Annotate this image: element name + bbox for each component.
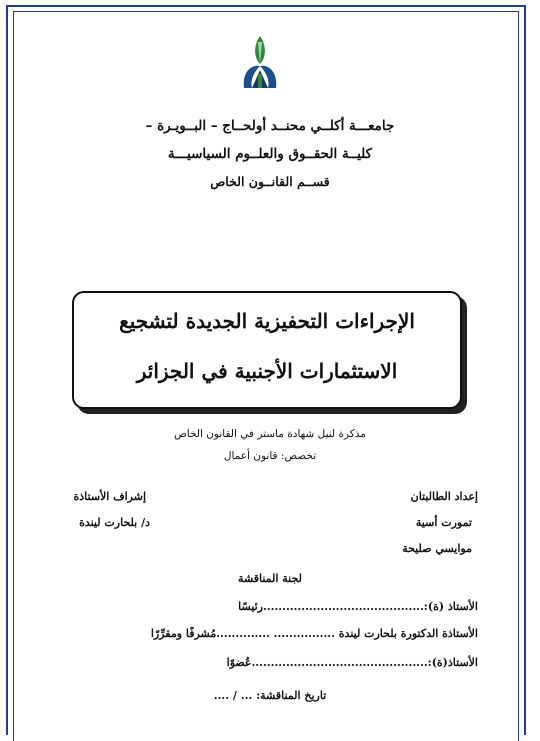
- university-logo: [238, 34, 282, 92]
- thesis-title-line-2: الاستثمارات الأجنبية في الجزائر: [136, 359, 398, 383]
- university-name: جامعـــة أكلــي محنــد أولحــاج – البــويـرة –: [145, 118, 395, 134]
- supervisor-name: د/ بلحارت ليندة: [79, 516, 150, 529]
- students-label: إعداد الطالبتان: [410, 490, 478, 503]
- thesis-title-line-1: الإجراءات التحفيزية الجديدة لتشجيع: [119, 309, 415, 333]
- department-name: قســم القانــون الخاص: [210, 174, 330, 189]
- thesis-title-box: [72, 291, 462, 409]
- discussion-date: تاريخ المناقشة: ... / ....: [213, 689, 327, 702]
- memo-purpose: مذكرة لنيل شهادة ماستر في القانون الخاص: [174, 428, 366, 440]
- specialization: تخصص: قانون أعمال: [223, 450, 317, 462]
- student-name-1: تمورت أسية: [415, 516, 472, 529]
- faculty-name: كليــة الحقــوق والعلــوم السياسيـــة: [167, 146, 373, 162]
- student-name-2: موايسي صليحة: [402, 542, 472, 555]
- committee-row-president: الأستاذ (ة):..........................................رئيسًا: [238, 600, 478, 613]
- committee-title: لجنة المناقشة: [238, 572, 302, 585]
- committee-row-supervisor: الأستاذة الدكتورة بلحارت ليندة ................ ..............مُشرفًا ومقرِّرًا: [150, 627, 478, 640]
- supervisor-label: إشراف الأستاذة: [73, 490, 146, 503]
- committee-row-member: الأستاذ(ة):..............................................عُضوًا: [226, 656, 478, 669]
